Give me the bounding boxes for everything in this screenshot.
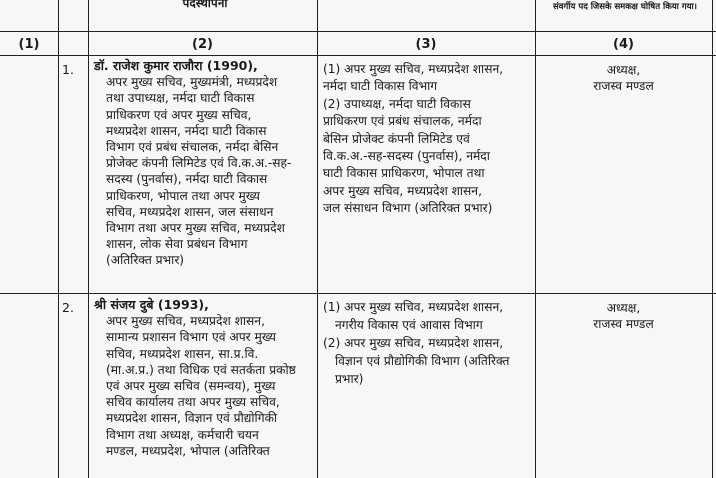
row-divider [0,293,716,294]
column-divider-2 [317,0,318,478]
row-1-posting-line: तथा उपाध्यक्ष, नर्मदा घाटी विकास [106,91,255,106]
row-1-new-posting-line: प्राधिकरण एवं प्रबंध संचालक, नर्मदा [323,114,482,129]
row-2-posting [94,297,310,459]
row-2-posting-line: सचिव कार्यालय तथा अपर मुख्य सचिव, [106,395,280,410]
col4-header-note: संवर्गीय पद जिसके समकक्ष घोषित किया गया। [553,2,697,12]
row-1-posting-line: (अतिरिक्त प्रभार) [106,253,185,268]
row-1-posting-line: विभाग एवं प्रबंध संचालक, नर्मदा बेसिन [106,140,279,155]
table-border-left [58,0,59,478]
row-2-new-posting [323,298,531,388]
row-1-new-posting [323,61,531,218]
row-1-posting-line: शासन, लोक सेवा प्रबंधन विभाग [106,237,248,252]
row-1-posting-line: सचिव, मध्यप्रदेश शासन, जल संसाधन [106,204,274,219]
row-2-equivalent-post [535,300,712,332]
row-1-serial: 1. [62,62,74,77]
table-border-right [712,0,713,478]
row-2-posting-line: सचिव, मध्यप्रदेश शासन, सा.प्र.वि. [106,346,259,361]
row-1-posting-line: अपर मुख्य सचिव, मुख्यमंत्री, मध्यप्रदेश [106,75,278,90]
row-2-serial: 2. [62,300,74,315]
row-1-new-posting-line: नर्मदा घाटी विकास विभाग [323,79,438,94]
row-2-new-posting-line: प्रभार) [335,372,364,386]
row-1-posting-line: विभाग तथा अपर मुख्य सचिव, मध्यप्रदेश [106,221,285,236]
header-bottom-border [0,31,716,32]
row-1-new-posting-line: घाटी विकास प्राधिकरण, भोपाल तथा [323,166,485,181]
row-1-new-posting-line: जल संसाधन विभाग (अतिरिक्त प्रभार) [323,201,493,216]
row-2-posting-line: मण्डल, मध्यप्रदेश, भोपाल (अतिरिक्त [106,443,270,458]
row-1-new-posting-line: बेसिन प्रोजेक्ट कंपनी लिमिटेड एवं [323,131,470,146]
row-1-new-posting-line: (1) अपर मुख्य सचिव, मध्यप्रदेश शासन, [323,62,504,76]
row-2-posting-line: एवं अपर मुख्य सचिव (समन्वय), मुख्य [106,379,276,394]
row-1-posting-line: मध्यप्रदेश शासन, नर्मदा घाटी विकास [106,123,267,138]
row-2-new-posting-line: (1) अपर मुख्य सचिव, मध्यप्रदेश शासन, [323,300,504,314]
column-number-2: (2) [192,37,213,52]
column-number-3: (3) [415,37,437,52]
row-2-new-posting-line: नगरीय विकास एवं आवास विभाग [335,318,483,332]
row-1-posting [94,58,310,269]
row-1-posting-line: प्राधिकरण, भोपाल तथा अपर मुख्य [106,188,260,203]
row-2-officer-name: श्री संजय दुबे (1993), [94,297,209,312]
column-divider-1 [88,0,89,478]
row-2-posting-line: सामान्य प्रशासन विभाग एवं अपर मुख्य [106,330,276,345]
row-1-officer-name: डॉ. राजेश कुमार राजौरा (1990), [94,58,258,73]
row-1-equivalent-line: अध्यक्ष, [606,63,641,77]
row-2-new-posting-line: विज्ञान एवं प्रौद्योगिकी विभाग (अतिरिक्त [335,354,510,368]
row-1-equivalent-line: राजस्व मण्डल [593,79,654,94]
row-2-posting-line: विभाग तथा अध्यक्ष, कर्मचारी चयन [106,427,259,442]
row-2-new-posting-line: (2) अपर मुख्य सचिव, मध्यप्रदेश शासन, [323,336,504,350]
column-number-1: (1) [18,37,40,52]
row-2-equivalent-line: अध्यक्ष, [606,301,641,315]
column-number-4: (4) [613,37,634,52]
row-1-posting-line: प्राधिकरण एवं अपर मुख्य सचिव, [106,107,252,122]
row-1-new-posting-line: अपर मुख्य सचिव, मध्यप्रदेश शासन, [323,183,482,198]
row-1-posting-line: प्रोजेक्ट कंपनी लिमिटेड एवं वि.क.अ.-सह- [106,156,292,171]
row-2-posting-line: अपर मुख्य सचिव, मध्यप्रदेश शासन, [106,314,265,329]
column-number-bottom-border [0,55,716,56]
row-1-equivalent-post [535,62,712,94]
row-2-equivalent-line: राजस्व मण्डल [593,317,654,332]
col2-header-title: पदस्थापना [182,0,228,10]
row-1-new-posting-line: (2) उपाध्यक्ष, नर्मदा घाटी विकास [323,96,471,111]
row-1-new-posting-line: वि.क.अ.-सह-सदस्य (पुनर्वास), नर्मदा [323,149,490,164]
row-2-posting-line: मध्यप्रदेश शासन, विज्ञान एवं प्रौद्योगिकी [106,411,278,426]
row-2-posting-line: (मा.अ.प्र.) तथा विधिक एवं सतर्कता प्रकोष्ठ [106,362,296,377]
row-1-posting-line: सदस्य (पुनर्वास), नर्मदा घाटी विकास [106,172,268,187]
